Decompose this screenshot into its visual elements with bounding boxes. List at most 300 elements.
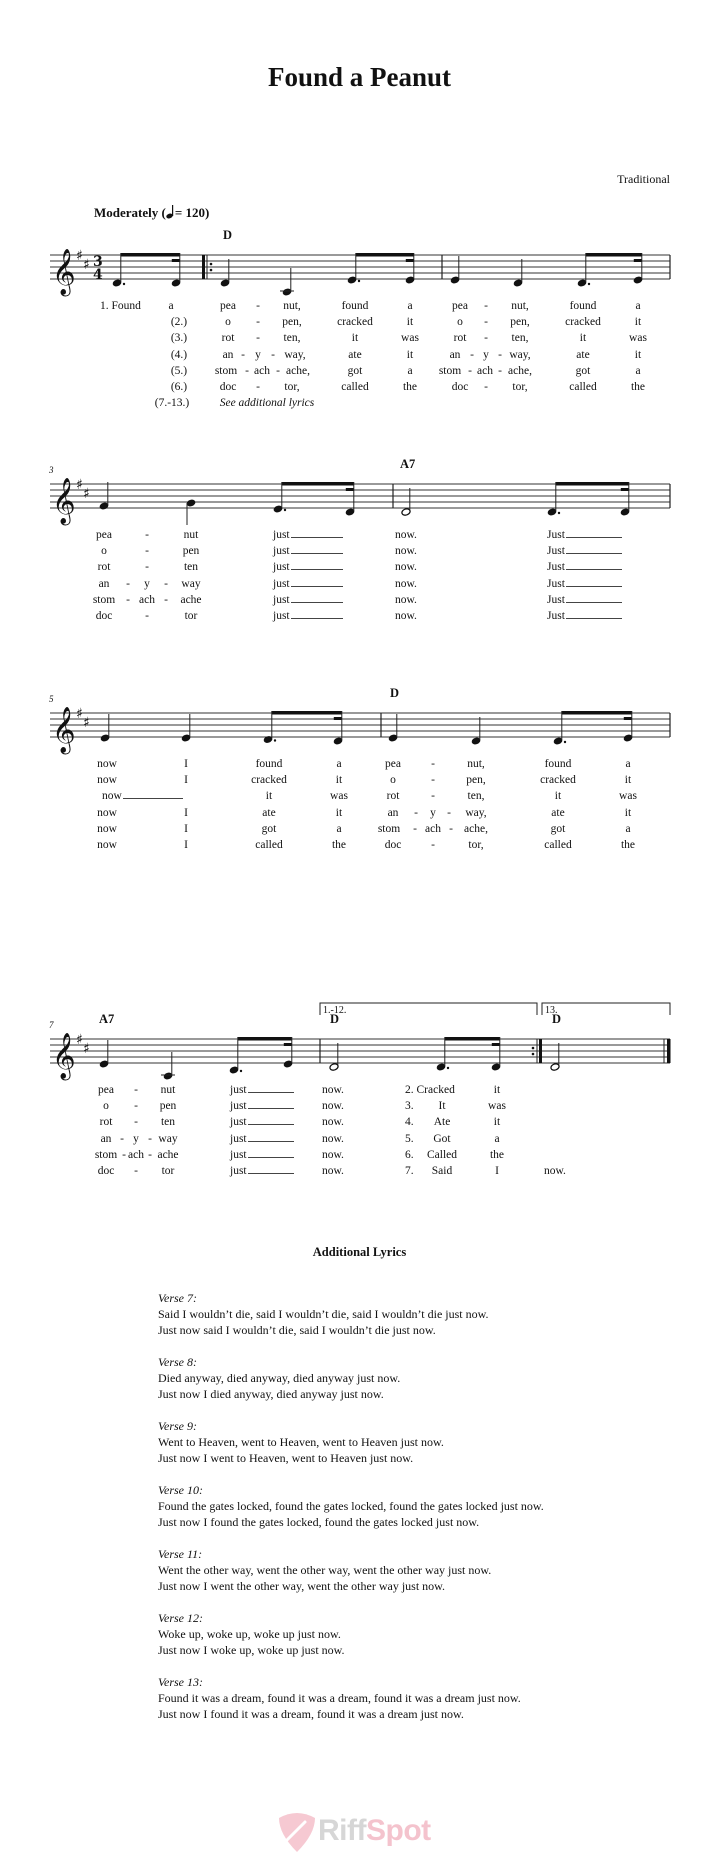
lyric-text: ach [128, 1148, 144, 1161]
lyric-text: o [103, 1100, 109, 1113]
lyric-text: ach [254, 364, 270, 377]
lyric-text: - [145, 561, 149, 574]
lyric-text: a [407, 300, 413, 312]
lyric-text: a [336, 758, 342, 770]
lyric-text: it [335, 806, 343, 819]
lyric-text: the [402, 381, 418, 393]
verse-line: Went the other way, went the other way, went the other way just now. [158, 1563, 492, 1577]
lyric-syllable [230, 1116, 294, 1128]
lyric-text: I [184, 774, 188, 787]
lyric-text: tor [184, 610, 198, 622]
lyric-text: now. [322, 1100, 344, 1113]
lyric-text: it [351, 332, 359, 345]
lyric-text: pea [452, 300, 468, 312]
lyric-text: now. [395, 529, 417, 541]
lyric-text: just [273, 593, 290, 606]
lyric-syllable [100, 1116, 113, 1128]
lyric-text: called [255, 839, 283, 851]
lyric-text: was [619, 790, 637, 803]
lyric-text: now [97, 839, 117, 851]
lyric-text: it [265, 790, 273, 803]
lyric-text: - [498, 348, 502, 361]
verse-label: Verse 9: [158, 1419, 197, 1433]
lyric-text: it [335, 774, 343, 787]
lyric-text: - [126, 577, 130, 590]
lyric-text: cracked [337, 316, 373, 329]
chord-symbol: D [390, 686, 400, 700]
lyric-text: - [241, 348, 245, 361]
lyric-text: o [101, 545, 107, 558]
lyric-syllable [434, 1116, 451, 1128]
melisma-extender [248, 1124, 294, 1125]
lyric-text: just [230, 1100, 247, 1113]
lyric-text: Called [426, 1148, 458, 1161]
verse-line: Just now I found it was a dream, found it was a dream just now. [158, 1707, 464, 1721]
lyric-text: Just [547, 577, 565, 590]
lyric-text: y [430, 806, 436, 819]
guitar-pick-icon [275, 1810, 319, 1854]
lyric-text: ache [157, 1148, 179, 1161]
sharp-icon: ♯ [76, 706, 83, 722]
lyric-text: doc [451, 381, 469, 393]
lyric-text: got [550, 822, 566, 835]
lyric-hyphen [148, 1133, 152, 1145]
beam [238, 1037, 292, 1041]
lyric-text: doc [95, 610, 113, 622]
lyric-text: just [230, 1132, 247, 1145]
verse-label: Verse 8: [158, 1355, 197, 1369]
lyric-text: way [181, 577, 201, 590]
lyric-text: was [629, 332, 647, 345]
tempo-open-paren: ( [161, 205, 166, 220]
lyric-syllable [98, 1165, 115, 1177]
lyric-text: nut [183, 529, 199, 541]
verse-line: Woke up, woke up, woke up just now. [158, 1627, 341, 1641]
lyric-text: Got [433, 1132, 451, 1145]
time-signature-top: 3 [93, 254, 103, 270]
lyric-text: - [447, 806, 451, 819]
lyric-syllable [322, 1149, 344, 1161]
lyric-text: ache, [286, 364, 310, 377]
verse-block [158, 1482, 638, 1530]
chord-symbol: D [552, 1012, 562, 1026]
lyric-text: - [134, 1165, 138, 1177]
lyric-text: just [230, 1148, 247, 1161]
lyric-syllable [160, 1100, 177, 1112]
lyric-syllable [488, 1100, 506, 1112]
verse-label: Verse 11: [158, 1547, 203, 1561]
verse-label: Verse 10: [158, 1483, 203, 1497]
lyric-text: way, [465, 806, 487, 819]
chord-symbol: A7 [99, 1012, 115, 1026]
logo-text [318, 1814, 431, 1848]
lyric-text: called [544, 839, 572, 851]
melisma-extender [248, 1173, 294, 1174]
lyric-text: rot [97, 561, 111, 574]
lyric-text: y [255, 348, 261, 361]
lyric-syllable [128, 1149, 144, 1161]
lyric-text: an [98, 577, 110, 590]
lyric-text: way, [509, 348, 531, 361]
verse-block [158, 1290, 638, 1338]
lyric-syllable [95, 1149, 117, 1161]
lyric-text: now [97, 758, 117, 770]
lyric-text: - [134, 1084, 138, 1096]
lyric-text: it [493, 1084, 501, 1096]
lyric-text: (2.) [170, 316, 188, 329]
lyric-text: doc [97, 1165, 115, 1177]
lyric-text: it [624, 806, 632, 819]
lyric-syllable [405, 1116, 414, 1128]
lyric-text: the [489, 1148, 505, 1161]
lyric-text: - [431, 758, 435, 770]
lyric-text: - [498, 364, 502, 377]
lyric-hyphen [134, 1165, 138, 1177]
lyric-text: a [336, 822, 342, 835]
sharp-icon: ♯ [83, 715, 90, 731]
lyric-text: Just [547, 529, 565, 541]
lyric-text: now. [395, 593, 417, 606]
lyric-text: it [579, 332, 587, 345]
lyric-text: - [164, 577, 168, 590]
lyric-text: - [470, 348, 474, 361]
lyric-text: pen, [282, 316, 302, 329]
lyric-text: ach [425, 822, 441, 835]
lyric-text: ach [477, 364, 493, 377]
lyric-syllable [322, 1084, 344, 1096]
lyric-syllable [103, 1100, 109, 1112]
lyric-text: 4. [405, 1116, 414, 1129]
lyric-text: rot [386, 790, 400, 803]
lyric-text: ate [262, 806, 276, 819]
lyric-text: stom [377, 822, 401, 835]
verse-line: Said I wouldn’t die, said I wouldn’t die, said I wouldn’t die just now. [158, 1307, 489, 1321]
lyric-text: 3. [405, 1100, 414, 1113]
verse-line: Just now said I wouldn’t die, said I wouldn’t die just now. [158, 1323, 436, 1337]
lyric-text: now. [395, 545, 417, 558]
lyric-text: Said [431, 1165, 453, 1177]
lyric-syllable [158, 1133, 177, 1145]
lyric-text: an [100, 1132, 112, 1145]
lyric-text: - [145, 610, 149, 622]
verse-line: Just now I went the other way, went the other way just now. [158, 1579, 446, 1593]
chord-symbol: D [330, 1012, 340, 1026]
lyric-text: 6. [405, 1148, 414, 1161]
lyric-syllable [322, 1116, 344, 1128]
lyric-text: it [493, 1116, 501, 1129]
volta-label: 1.-12. [323, 1005, 347, 1016]
measure-number: 7 [49, 1020, 54, 1030]
lyric-text: pea [96, 529, 112, 541]
lyric-syllable [322, 1133, 344, 1145]
lyric-text: tor, [468, 839, 484, 851]
logo-text-spot: Spot [365, 1814, 431, 1847]
lyric-text: the [630, 381, 646, 393]
tempo-bpm: = 120) [174, 205, 210, 220]
lyric-text: (4.) [170, 348, 188, 361]
lyric-text: pea [220, 300, 236, 312]
lyric-hyphen [148, 1149, 152, 1161]
lyric-syllable [161, 1084, 176, 1096]
sixteenth-beam [284, 1043, 292, 1046]
lyric-text: pen, [466, 774, 486, 787]
treble-clef-icon: 𝄞 [52, 707, 76, 753]
lyric-text: 5. [405, 1132, 414, 1145]
melisma-extender [248, 1108, 294, 1109]
lyric-text: a [625, 758, 631, 770]
composer: Traditional [617, 172, 670, 186]
lyric-text: - [145, 529, 149, 541]
lyric-text: (6.) [170, 381, 188, 393]
lyric-text: - [126, 593, 130, 606]
lyric-syllable [405, 1133, 414, 1145]
lyric-text: doc [384, 839, 402, 851]
lyric-text: way [158, 1132, 178, 1145]
verse-line: Died anyway, died anyway, died anyway just now. [158, 1371, 401, 1385]
sharp-icon: ♯ [83, 257, 90, 273]
lyric-text: was [401, 332, 419, 345]
volta-label: 13. [545, 1005, 558, 1016]
lyric-syllable [162, 1165, 175, 1177]
lyric-text: pen [182, 545, 200, 558]
lyric-text: just [273, 561, 290, 574]
lyric-text: - [245, 364, 249, 377]
lyric-text: ache, [464, 822, 488, 835]
lyric-text: was [488, 1100, 506, 1113]
lyric-text: Just [547, 610, 565, 622]
lyric-text: a [625, 822, 631, 835]
lyric-text: a [407, 364, 413, 377]
lyric-text: - [413, 822, 417, 835]
lyric-text: I [495, 1165, 499, 1177]
verse-block [158, 1354, 638, 1402]
lyric-syllable [230, 1084, 294, 1096]
lyric-text: I [184, 822, 188, 835]
lyric-text: ache, [508, 364, 532, 377]
lyric-text: - [134, 1116, 138, 1129]
lyric-text: rot [221, 332, 235, 345]
tempo-label: Moderately [94, 205, 159, 220]
lyric-text: called [341, 381, 369, 393]
lyric-text: - [256, 316, 260, 329]
song-title: Found a Peanut [267, 62, 452, 92]
riffspot-logo [275, 1810, 455, 1854]
lyric-text: tor [161, 1165, 175, 1177]
lyric-text: doc [219, 381, 237, 393]
lyric-text: cracked [251, 774, 287, 787]
lyric-text: ten, [283, 332, 301, 345]
lyric-text: just [273, 545, 290, 558]
sharp-icon: ♯ [83, 486, 90, 502]
sharp-icon: ♯ [76, 248, 83, 264]
lyric-text: - [431, 774, 435, 787]
lyric-syllable [161, 1116, 175, 1128]
lyric-text: nut, [511, 300, 529, 312]
measure-number: 3 [49, 465, 54, 475]
lyric-syllable [405, 1100, 414, 1112]
logo-text-riff: Riff [318, 1814, 366, 1847]
lyric-text: just [230, 1084, 247, 1096]
lyric-text: now. [322, 1132, 344, 1145]
treble-clef-icon: 𝄞 [52, 1033, 76, 1079]
lyric-text: - [484, 300, 488, 312]
lyric-text: just [230, 1116, 247, 1129]
lyric-text: (5.) [170, 364, 188, 377]
sharp-icon: ♯ [83, 1041, 90, 1057]
lyric-text: found [255, 758, 283, 770]
lyric-syllable [432, 1165, 452, 1177]
lyric-text: now. [322, 1165, 344, 1177]
lyric-text: way, [284, 348, 306, 361]
lyric-text: - [271, 348, 275, 361]
lyric-text: it [624, 774, 632, 787]
lyric-text: See additional lyrics [219, 397, 315, 410]
verse-line: Just now I went to Heaven, went to Heaven just now. [158, 1451, 414, 1465]
lyric-syllable [490, 1149, 504, 1161]
lyric-text: - [256, 332, 260, 345]
chord-symbol: D [223, 228, 233, 242]
lyric-text: just [230, 1165, 247, 1177]
lyric-text: Just [547, 593, 565, 606]
lyric-text: - [148, 1132, 152, 1145]
lyric-text: - [484, 381, 488, 393]
lyric-text: ate [551, 806, 565, 819]
lyric-text: found [544, 758, 572, 770]
lyric-text: the [331, 839, 347, 851]
lyric-text: ache [180, 593, 202, 606]
verse-line: Just now I woke up, woke up just now. [158, 1643, 345, 1657]
lyric-text: nut [160, 1084, 176, 1096]
lyric-text: a [635, 364, 641, 377]
lyric-text: a [168, 300, 174, 312]
lyric-text: I [184, 839, 188, 851]
lyric-text: y [133, 1132, 139, 1145]
lyric-text: - [468, 364, 472, 377]
lyric-hyphen [134, 1100, 138, 1112]
additional-lyrics [158, 1290, 638, 1738]
lyric-text: cracked [565, 316, 601, 329]
lyric-text: - [145, 545, 149, 558]
lyric-text: tor, [284, 381, 300, 393]
lyric-hyphen [134, 1084, 138, 1096]
lyric-syllable [101, 1133, 112, 1145]
lyric-text: - [449, 822, 453, 835]
lyric-text: Just [547, 545, 565, 558]
lyric-text: - [431, 790, 435, 803]
lyric-text: I [184, 758, 188, 770]
lyric-text: a [494, 1132, 500, 1145]
lyric-text: now [97, 806, 117, 819]
verse-line: Found the gates locked, found the gates locked, found the gates locked just now. [158, 1499, 544, 1513]
verse-block [158, 1610, 638, 1658]
lyric-text: ten [160, 1116, 176, 1129]
lyric-hyphen [122, 1149, 126, 1161]
lyric-text: found [341, 300, 369, 312]
lyric-text: nut, [467, 758, 485, 770]
lyric-text: just [273, 610, 290, 622]
lyric-syllable [433, 1133, 450, 1145]
sixteenth-beam [492, 1043, 500, 1046]
lyric-syllable [230, 1149, 294, 1161]
lyric-text: got [261, 822, 277, 835]
lyric-syllable [405, 1149, 414, 1161]
melisma-extender [248, 1092, 294, 1093]
lyric-syllable [438, 1100, 445, 1112]
lyric-text: ate [348, 348, 362, 361]
sharp-icon: ♯ [76, 477, 83, 493]
lyric-text: o [390, 774, 396, 787]
lyric-hyphen [120, 1133, 124, 1145]
lyric-syllable [98, 1084, 114, 1096]
sharp-icon: ♯ [76, 1032, 83, 1048]
chord-symbol: A7 [400, 457, 416, 471]
lyric-text: nut, [283, 300, 301, 312]
lyric-text: - [120, 1132, 124, 1145]
lyric-text: it [634, 348, 642, 361]
additional-lyrics-title: Additional Lyrics [312, 1245, 407, 1259]
lyric-syllable [322, 1165, 344, 1177]
lyric-syllable [230, 1165, 294, 1177]
verse-label: Verse 7: [158, 1291, 197, 1305]
lyric-text: o [457, 316, 463, 329]
dot [447, 1067, 449, 1069]
lyric-syllable [495, 1165, 499, 1177]
lyric-text: y [144, 577, 150, 590]
lyric-text: stom [92, 593, 116, 606]
lyric-text: got [347, 364, 363, 377]
lyric-syllable [133, 1133, 139, 1145]
lyric-text: it [634, 316, 642, 329]
lyric-text: an [449, 348, 461, 361]
lyric-text: now. [322, 1084, 344, 1096]
verse-block [158, 1546, 638, 1594]
lyric-text: - [276, 364, 280, 377]
lyric-text: now [97, 774, 117, 787]
lyric-syllable [427, 1149, 457, 1161]
lyric-text: - [484, 332, 488, 345]
lyric-text: 1. Found [100, 300, 141, 312]
verse-line: Went to Heaven, went to Heaven, went to Heaven just now. [158, 1435, 444, 1449]
lyric-syllable [230, 1133, 294, 1145]
lyric-syllable [544, 1165, 566, 1177]
verse-label: Verse 13: [158, 1675, 203, 1689]
dot [240, 1070, 242, 1072]
beam [445, 1037, 500, 1041]
lyric-text: now. [322, 1116, 344, 1129]
lyric-text: - [256, 381, 260, 393]
lyric-text: a [635, 300, 641, 312]
time-signature-bottom: 4 [93, 267, 103, 283]
lyric-text: now. [395, 577, 417, 590]
lyric-text: y [483, 348, 489, 361]
lyric-syllable [405, 1084, 455, 1096]
verse-label: Verse 12: [158, 1611, 203, 1625]
lyric-text: 7. [405, 1165, 414, 1177]
lyric-text: stom [94, 1148, 118, 1161]
lyric-text: - [256, 300, 260, 312]
lyric-syllable [157, 1149, 178, 1161]
lyric-text: - [484, 316, 488, 329]
lyric-text: rot [99, 1116, 113, 1129]
lyric-text: - [148, 1148, 152, 1161]
lyric-syllable [405, 1165, 414, 1177]
lyric-text: it [406, 348, 414, 361]
lyric-text: cracked [540, 774, 576, 787]
lyric-text: now. [395, 561, 417, 574]
lyric-text: Ate [433, 1116, 451, 1129]
lyric-hyphen [134, 1116, 138, 1128]
lyric-text: Just [547, 561, 565, 574]
